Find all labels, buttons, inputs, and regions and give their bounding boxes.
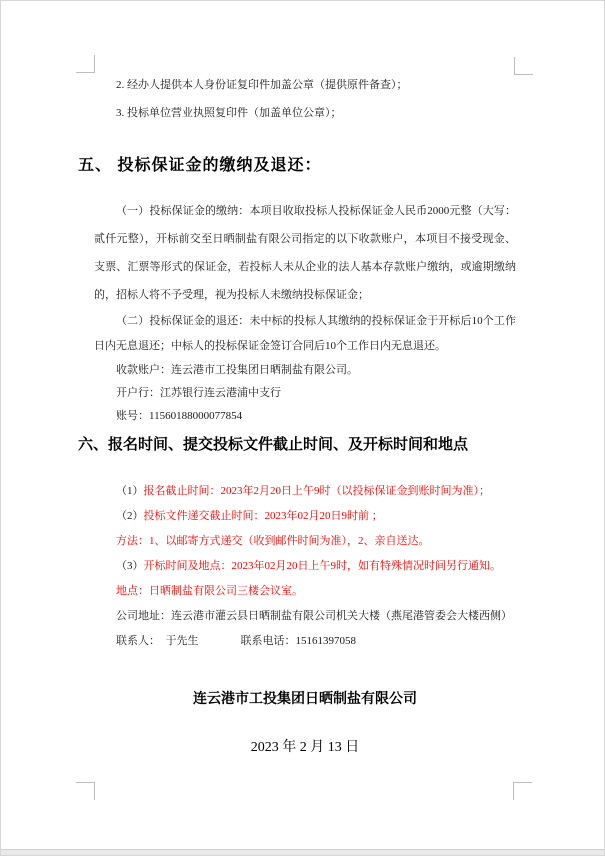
page-bottom-edge: [1, 849, 604, 855]
item2-number: （2）: [116, 510, 144, 522]
section6-items: [94, 479, 516, 654]
text-boundary-mark-bottom-right: [513, 782, 532, 800]
section5-payment-paragraph: （一）投标保证金的缴纳：本项目收取投标人投标保证金人民币2000元整（大写：贰仟元整），开标前交至日晒制盐有限公司指定的以下收款账户，本项目不接受现金、支票、汇票等形式的保证金，若投标人未从企业的法人基本存款账户缴纳，或逾期缴纳的，招标人将不予受理，视为投标人未缴纳投标保证金；: [94, 205, 516, 301]
deadline-registration-line: [94, 479, 516, 504]
contact-person: 联系人： 于先生: [116, 635, 199, 647]
prelim-line-3: 3. 投标单位营业执照复印件（加盖单位公章）；: [116, 107, 342, 119]
bank-account-block: [94, 359, 516, 428]
company-address-line: 公司地址：连云港市灌云县日晒制盐有限公司机关大楼（燕尾港管委会大楼西侧）: [116, 610, 512, 622]
venue-line: 地点：日晒制盐有限公司三楼会议室。: [116, 585, 303, 597]
section5-refund-paragraph: （二）投标保证金的退还：未中标的投标人其缴纳的投标保证金于开标后10个工作日内无息退还；中标人的投标保证金签订合同后10个工作日内无息退还。: [94, 315, 516, 352]
text-boundary-mark-top-right: [514, 57, 533, 75]
bid-opening-line: [94, 554, 516, 579]
section5-heading: 五、 投标保证金的缴纳及退还：: [78, 157, 322, 174]
account-number-line: 账号：11560188000077854: [116, 410, 243, 422]
submission-method-line: 方法：1、以邮寄方式递交（收到邮件时间为准），2、亲自送达。: [116, 535, 430, 547]
item3-number: （3）: [116, 560, 144, 572]
text-boundary-mark-bottom-left: [76, 782, 95, 800]
item1-number: （1）: [116, 485, 144, 497]
item1-text: 报名截止时间：2023年2月20日上午9时（以投标保证金到账时间为准）；: [143, 485, 490, 497]
prelim-line-2: 2. 经办人提供本人身份证复印件加盖公章（提供原件备查）；: [116, 79, 408, 91]
bank-line: 开户行：江苏银行连云港浦中支行: [116, 387, 281, 399]
signature-company-name: 连云港市工投集团日晒制盐有限公司: [193, 690, 417, 706]
item3-text: 开标时间及地点：2023年02月20日上午9时，如有特殊情况时间另行通知。: [143, 560, 501, 572]
item2-text: 投标文件递交截止时间：2023年02月20日9时前 ；: [143, 510, 383, 522]
text-boundary-mark-top-left: [76, 55, 95, 73]
prelim-list: [94, 71, 516, 127]
contact-phone: 联系电话：15161397058: [240, 635, 356, 647]
document-body: [78, 71, 516, 759]
payee-account-line: 收款账户：连云港市工投集团日晒制盐有限公司。: [116, 364, 358, 376]
section6-heading: 六、报名时间、提交投标文件截止时间、及开标时间和地点: [78, 436, 469, 453]
contact-line: [94, 629, 516, 654]
deadline-submission-line: [94, 504, 516, 529]
signature-date: 2023 年 2 月 13 日: [250, 740, 360, 755]
